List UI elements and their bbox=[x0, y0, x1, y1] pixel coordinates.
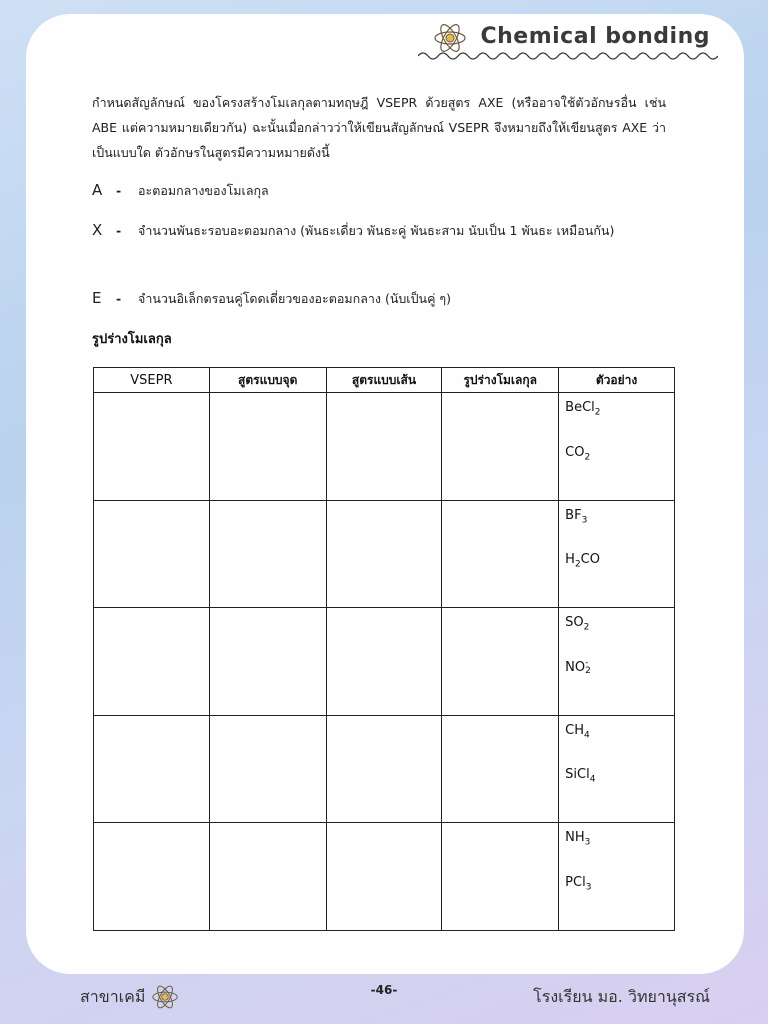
shape-cell[interactable] bbox=[442, 823, 559, 931]
example-cell bbox=[559, 715, 675, 823]
example-formula: $BF_3$ bbox=[565, 507, 588, 526]
shape-cell[interactable] bbox=[442, 608, 559, 716]
example-formula: BeCl$_2$ bbox=[565, 400, 601, 418]
example-cell bbox=[559, 500, 675, 608]
dot-formula-cell[interactable] bbox=[209, 500, 326, 608]
definition-letter: X bbox=[92, 221, 103, 239]
vsepr-cell[interactable] bbox=[94, 823, 210, 931]
section-title: รูปร่างโมเลกุล bbox=[92, 332, 172, 347]
vsepr-cell[interactable] bbox=[94, 715, 210, 823]
footer-department: สาขาเคมี bbox=[80, 987, 146, 1006]
definition-dash: - bbox=[116, 223, 122, 238]
vsepr-cell[interactable] bbox=[94, 608, 210, 716]
table-row bbox=[94, 715, 675, 823]
dot-formula-cell[interactable] bbox=[209, 393, 326, 501]
example-cell bbox=[559, 608, 675, 716]
vsepr-table bbox=[93, 367, 675, 931]
table-row bbox=[94, 608, 675, 716]
example-cell bbox=[559, 823, 675, 931]
definition-a bbox=[92, 178, 652, 203]
example-formula: NO - 2 bbox=[565, 658, 591, 677]
example-formula: $NH_3$ bbox=[565, 830, 591, 848]
definition-text: อะตอมกลางของโมเลกุล bbox=[138, 183, 269, 198]
dot-formula-cell[interactable] bbox=[209, 715, 326, 823]
header-title: Chemical bonding bbox=[480, 24, 710, 49]
definition-dash: - bbox=[116, 183, 122, 198]
example-formula: $H_2CO$ bbox=[565, 552, 600, 570]
column-header-dot-formula: สูตรแบบจุด bbox=[209, 368, 326, 393]
line-formula-cell[interactable] bbox=[326, 500, 442, 608]
shape-cell[interactable] bbox=[442, 715, 559, 823]
definition-dash: - bbox=[116, 291, 122, 306]
line-formula-cell[interactable] bbox=[326, 715, 442, 823]
definition-x bbox=[92, 218, 652, 243]
intro-paragraph: กำหนดสัญลักษณ์ ของโครงสร้างโมเลกุลตามทฤษฎี VSEPR ด้วยสูตร AXE (หรืออาจใช้ตัวอักษรอื่น เช่น ABE แต่ความหมายเดียวกัน) ฉะนั้นเมื่อกล่าวว่าให้เขียนสัญลักษณ์ VSEPR จึงหมายถึงให้เขียนสูตร AXE ว่าเป็นแบบใด ตัวอักษรในสูตรมีความหมายดังนี้ bbox=[92, 95, 666, 160]
shape-cell[interactable] bbox=[442, 500, 559, 608]
dot-formula-cell[interactable] bbox=[209, 608, 326, 716]
line-formula-cell[interactable] bbox=[326, 823, 442, 931]
definition-text: จำนวนอิเล็กตรอนคู่โดดเดี่ยวของอะตอมกลาง (นับเป็นคู่ ๆ) bbox=[138, 291, 451, 306]
column-header-shape: รูปร่างโมเลกุล bbox=[442, 368, 559, 393]
column-header-example: ตัวอย่าง bbox=[559, 368, 675, 393]
vsepr-cell[interactable] bbox=[94, 500, 210, 608]
table-row bbox=[94, 393, 675, 501]
page-number: -46- bbox=[370, 983, 398, 997]
example-formula: SiCl$_4$ bbox=[565, 767, 596, 785]
table-row bbox=[94, 500, 675, 608]
line-formula-cell[interactable] bbox=[326, 608, 442, 716]
footer-school: โรงเรียน มอ. วิทยานุสรณ์ bbox=[533, 987, 710, 1006]
definition-letter: E bbox=[92, 289, 102, 307]
column-header-vsepr: VSEPR bbox=[94, 368, 210, 393]
column-header-line-formula: สูตรแบบเส้น bbox=[326, 368, 442, 393]
dot-formula-cell[interactable] bbox=[209, 823, 326, 931]
shape-cell[interactable] bbox=[442, 393, 559, 501]
example-formula: PCl$_3$ bbox=[565, 874, 592, 893]
example-formula: $CO_2$ bbox=[565, 444, 591, 463]
table-body bbox=[94, 393, 675, 931]
definition-e bbox=[92, 286, 652, 311]
definition-letter: A bbox=[92, 181, 103, 199]
example-cell bbox=[559, 393, 675, 501]
line-formula-cell[interactable] bbox=[326, 393, 442, 501]
wave-divider bbox=[418, 50, 718, 62]
table-header-row bbox=[94, 368, 675, 393]
vsepr-cell[interactable] bbox=[94, 393, 210, 501]
table-row bbox=[94, 823, 675, 931]
definition-text: จำนวนพันธะรอบอะตอมกลาง (พันธะเดี่ยว พันธะคู่ พันธะสาม นับเป็น 1 พันธะ เหมือนกัน) bbox=[138, 223, 615, 238]
example-formula: $SO_2$ bbox=[565, 615, 590, 633]
example-formula: $CH_4$ bbox=[565, 722, 590, 741]
